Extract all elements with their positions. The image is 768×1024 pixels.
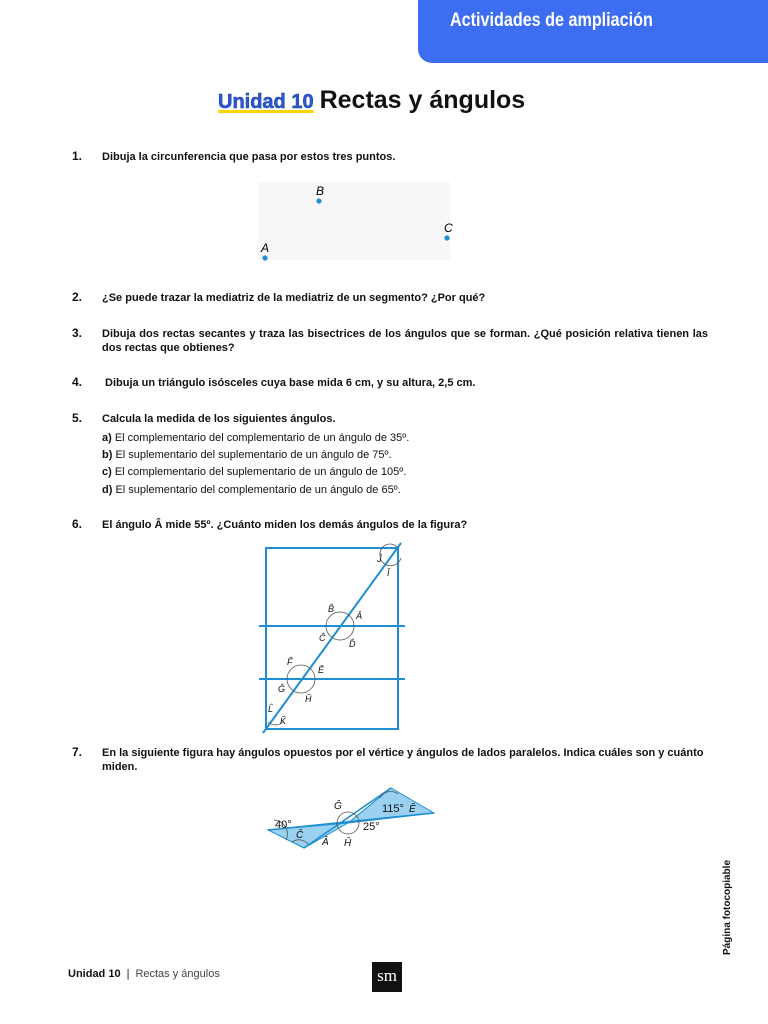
- q5-item-c: c) El complementario del suplementario de un ángulo de 105º.: [102, 466, 407, 478]
- publisher-logo: sm: [372, 962, 402, 992]
- angle-h: Ĥ: [305, 694, 312, 704]
- angle-l: L̂: [268, 704, 274, 714]
- figure-three-points: [250, 180, 460, 265]
- angle-g-label: Ĝ: [334, 801, 342, 812]
- angle-h-label: Ĥ: [344, 838, 352, 849]
- q6-number: 6.: [72, 517, 83, 531]
- title-unit: Unidad 10: [218, 91, 314, 113]
- title-name: Rectas y ángulos: [319, 86, 526, 114]
- angle-a-label: Â: [322, 837, 329, 848]
- angle-e-label: Ê: [409, 804, 416, 815]
- q5-item-a: a) El complementario del complementario de un ángulo de 35º.: [102, 432, 410, 444]
- q7-text: En la siguiente figura hay ángulos opuestos por el vértice y ángulos de lados paralelos. Indica cuáles son y cuánto miden.: [102, 747, 704, 773]
- footer-name: Rectas y ángulos: [135, 968, 220, 980]
- header-banner: [418, 0, 768, 63]
- q6-text: El ángulo Â mide 55º. ¿Cuánto miden los demás ángulos de la figura?: [102, 519, 468, 531]
- footer-separator: |: [126, 968, 130, 980]
- footer: [68, 968, 220, 980]
- q5-number: 5.: [72, 411, 83, 425]
- q5-item-b: b) El suplementario del suplementario de un ángulo de 75º.: [102, 449, 392, 461]
- photocopiable-label: Página fotocopiable: [722, 859, 733, 955]
- angle-25: 25°: [363, 821, 380, 833]
- angle-j: Ĵ: [377, 554, 382, 564]
- angle-g: Ĝ: [278, 684, 286, 694]
- angle-k: K̂: [280, 716, 287, 726]
- label-c: C: [444, 221, 453, 235]
- q7-number: 7.: [72, 745, 83, 759]
- angle-c-label: Ĉ: [296, 830, 304, 841]
- q4-number: 4.: [72, 375, 83, 389]
- angle-115: 115°: [382, 803, 404, 815]
- q1-text: Dibuja la circunferencia que pasa por estos tres puntos.: [102, 151, 396, 163]
- footer-unit: Unidad 10: [68, 968, 121, 980]
- angle-c: Ĉ: [319, 633, 326, 643]
- label-b: B: [316, 184, 325, 198]
- point-b: [316, 198, 321, 203]
- q3-number: 3.: [72, 326, 83, 340]
- q3-text: Dibuja dos rectas secantes y traza las bisectrices de los ángulos que se forman. ¿Qué posición relativa tienen las dos rectas que obtienes?: [102, 328, 708, 354]
- angle-d: D̂: [349, 639, 356, 649]
- angle-f: F̂: [287, 657, 293, 667]
- label-a: A: [261, 241, 270, 255]
- point-c: [444, 235, 449, 240]
- point-a: [262, 255, 267, 260]
- figure-opposite-angles: [262, 782, 442, 852]
- angle-i: Î: [387, 568, 390, 578]
- angle-e: Ê: [318, 665, 325, 675]
- banner-title: Actividades de ampliación: [450, 10, 653, 31]
- q5-item-d: d) El suplementario del complementario de un ángulo de 65º.: [102, 484, 401, 496]
- page-title: [218, 86, 525, 115]
- q1-number: 1.: [72, 149, 83, 163]
- angle-a: Â: [356, 611, 363, 621]
- angle-40: 40°: [275, 819, 292, 831]
- q2-number: 2.: [72, 290, 83, 304]
- figure-parallel-lines: [255, 540, 410, 735]
- angle-b: B̂: [328, 604, 335, 614]
- q2-text: ¿Se puede trazar la mediatriz de la mediatriz de un segmento? ¿Por qué?: [102, 292, 486, 304]
- q4-text: Dibuja un triángulo isósceles cuya base mida 6 cm, y su altura, 2,5 cm.: [105, 377, 476, 389]
- q5-text: Calcula la medida de los siguientes ángulos.: [102, 413, 336, 425]
